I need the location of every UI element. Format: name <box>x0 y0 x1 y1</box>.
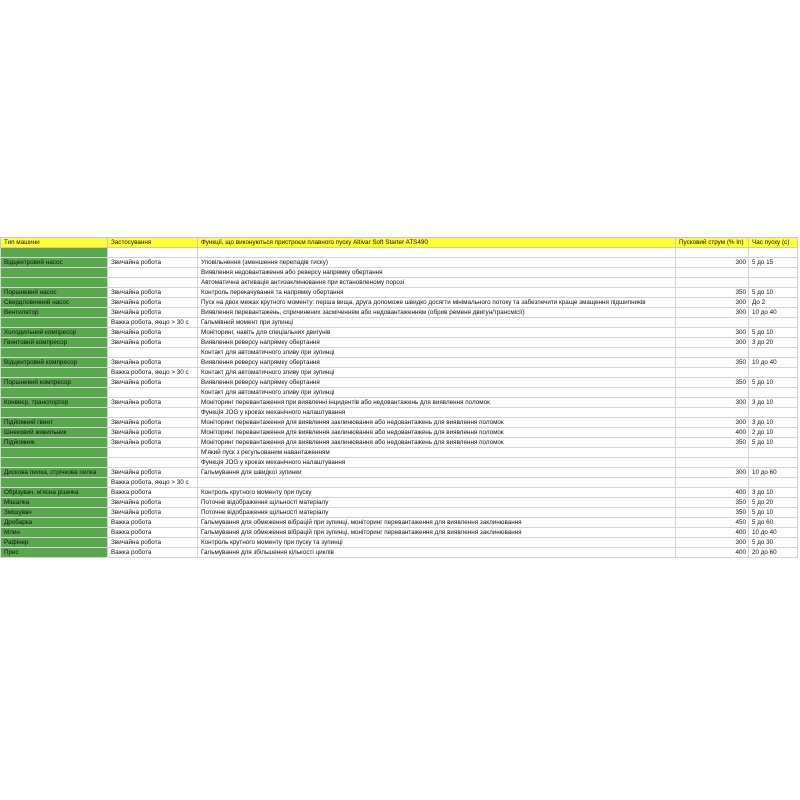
table-row <box>1 538 798 548</box>
cell-starting-current[interactable]: 400 <box>676 548 749 558</box>
cell-start-time[interactable] <box>749 248 798 258</box>
cell-application[interactable] <box>108 268 198 278</box>
cell-machine-type[interactable] <box>1 248 108 258</box>
cell-machine-type[interactable]: Поршневий компресор <box>1 378 108 388</box>
cell-function[interactable] <box>198 478 676 488</box>
spreadsheet-table <box>0 237 798 558</box>
cell-machine-type[interactable]: Шнековий живильник <box>1 428 108 438</box>
cell-starting-current[interactable] <box>676 478 749 488</box>
table-row <box>1 358 798 368</box>
cell-starting-current[interactable] <box>676 408 749 418</box>
cell-start-time[interactable]: 10 до 60 <box>749 468 798 478</box>
cell-function[interactable]: Функція JOG у кроках механічного налаштування <box>198 408 676 418</box>
table-row <box>1 268 798 278</box>
header-start-time[interactable]: Час пуску (с) <box>749 238 798 248</box>
cell-machine-type[interactable]: Рафінер <box>1 538 108 548</box>
cell-starting-current[interactable]: 300 <box>676 308 749 318</box>
cell-starting-current[interactable]: 350 <box>676 378 749 388</box>
cell-machine-type[interactable]: Відцентровий компресор <box>1 358 108 368</box>
table-row <box>1 298 798 308</box>
header-row <box>1 238 798 248</box>
cell-function[interactable]: Контроль перекачування та напрямку обертання <box>198 288 676 298</box>
cell-application[interactable]: Звичайна робота <box>108 258 198 268</box>
cell-start-time[interactable] <box>749 268 798 278</box>
cell-start-time[interactable]: 5 до 10 <box>749 438 798 448</box>
cell-function[interactable]: Виявлення реверсу напрямку обертання <box>198 338 676 348</box>
table-row <box>1 278 798 288</box>
cell-start-time[interactable] <box>749 458 798 468</box>
header-machine-type[interactable]: Тип машини <box>1 238 108 248</box>
table-row <box>1 308 798 318</box>
cell-application[interactable]: Звичайна робота <box>108 308 198 318</box>
cell-start-time[interactable] <box>749 318 798 328</box>
cell-start-time[interactable]: 10 до 40 <box>749 358 798 368</box>
cell-start-time[interactable]: 5 до 10 <box>749 288 798 298</box>
cell-start-time[interactable]: 10 до 40 <box>749 308 798 318</box>
cell-start-time[interactable] <box>749 388 798 398</box>
cell-application[interactable] <box>108 448 198 458</box>
table-row <box>1 288 798 298</box>
cell-application[interactable]: Важка робота, якщо > 30 с <box>108 478 198 488</box>
cell-function[interactable]: Виявлення реверсу напрямку обертання <box>198 358 676 368</box>
cell-machine-type[interactable]: Обрізувач, м'ясна різачка <box>1 488 108 498</box>
table-row <box>1 488 798 498</box>
cell-starting-current[interactable]: 400 <box>676 528 749 538</box>
table-row <box>1 258 798 268</box>
cell-function[interactable]: Гальмування для обмеження вібрацій при зупинці, моніторинг перевантаження для виявлення заклинювання <box>198 528 676 538</box>
cell-starting-current[interactable]: 350 <box>676 508 749 518</box>
table-row <box>1 378 798 388</box>
cell-start-time[interactable]: 20 до 60 <box>749 548 798 558</box>
cell-function[interactable]: Гальмівний момент при зупинці <box>198 318 676 328</box>
cell-start-time[interactable]: 3 до 10 <box>749 418 798 428</box>
table-row <box>1 348 798 358</box>
cell-starting-current[interactable]: 400 <box>676 428 749 438</box>
cell-application[interactable]: Звичайна робота <box>108 398 198 408</box>
cell-machine-type[interactable]: Млин <box>1 528 108 538</box>
cell-start-time[interactable]: 5 до 60 <box>749 518 798 528</box>
cell-application[interactable]: Звичайна робота <box>108 418 198 428</box>
cell-starting-current[interactable] <box>676 448 749 458</box>
cell-function[interactable]: Контакт для автоматичного зливу при зупинці <box>198 388 676 398</box>
cell-machine-type[interactable] <box>1 388 108 398</box>
cell-starting-current[interactable] <box>676 348 749 358</box>
cell-application[interactable]: Звичайна робота <box>108 438 198 448</box>
cell-machine-type[interactable]: Підйомник <box>1 438 108 448</box>
cell-function[interactable]: Контроль крутного моменту при пуску та зупинці <box>198 538 676 548</box>
cell-start-time[interactable]: 5 до 15 <box>749 258 798 268</box>
cell-start-time[interactable]: 5 до 20 <box>749 498 798 508</box>
table-row <box>1 508 798 518</box>
cell-starting-current[interactable]: 300 <box>676 418 749 428</box>
cell-machine-type[interactable]: Холодильний компресор <box>1 328 108 338</box>
cell-start-time[interactable]: 3 до 20 <box>749 338 798 348</box>
cell-starting-current[interactable]: 300 <box>676 298 749 308</box>
cell-function[interactable]: Поточне відображення щільності матеріалу <box>198 498 676 508</box>
cell-machine-type[interactable]: Відцентровий насос <box>1 258 108 268</box>
table-row <box>1 518 798 528</box>
cell-machine-type[interactable] <box>1 268 108 278</box>
cell-application[interactable]: Важка робота, якщо > 30 с <box>108 368 198 378</box>
cell-application[interactable] <box>108 408 198 418</box>
cell-function[interactable]: Функція JOG у кроках механічного налаштування <box>198 458 676 468</box>
cell-start-time[interactable]: 5 до 10 <box>749 378 798 388</box>
cell-function[interactable]: Моніторинг перевантаження при виявленні інцидентів або недовантажень для виявлення поломок <box>198 398 676 408</box>
table-row <box>1 498 798 508</box>
cell-function[interactable]: Уповільнення (зменшення перепадів тиску) <box>198 258 676 268</box>
cell-function[interactable]: Виявлення реверсу напрямку обертання <box>198 378 676 388</box>
cell-start-time[interactable] <box>749 408 798 418</box>
cell-starting-current[interactable]: 300 <box>676 538 749 548</box>
cell-function[interactable] <box>198 248 676 258</box>
cell-machine-type[interactable] <box>1 478 108 488</box>
cell-application[interactable] <box>108 388 198 398</box>
cell-machine-type[interactable]: Конвеєр, транспортер <box>1 398 108 408</box>
table-row <box>1 388 798 398</box>
table-row <box>1 458 798 468</box>
header-application[interactable]: Застосування <box>108 238 198 248</box>
cell-starting-current[interactable]: 300 <box>676 258 749 268</box>
cell-starting-current[interactable] <box>676 248 749 258</box>
table-row <box>1 448 798 458</box>
cell-start-time[interactable]: 3 до 10 <box>749 488 798 498</box>
cell-starting-current[interactable]: 300 <box>676 398 749 408</box>
cell-application[interactable]: Звичайна робота <box>108 378 198 388</box>
cell-starting-current[interactable] <box>676 278 749 288</box>
cell-machine-type[interactable]: Дискова пилка, стрічкова пилка <box>1 468 108 478</box>
cell-machine-type[interactable] <box>1 318 108 328</box>
cell-application[interactable]: Звичайна робота <box>108 428 198 438</box>
table-row <box>1 338 798 348</box>
cell-machine-type[interactable]: Мішалка <box>1 498 108 508</box>
cell-machine-type[interactable]: Підйомний гвинт <box>1 418 108 428</box>
table-row <box>1 468 798 478</box>
cell-starting-current[interactable]: 350 <box>676 358 749 368</box>
cell-machine-type[interactable]: Вентилятор <box>1 308 108 318</box>
cell-start-time[interactable]: До 2 <box>749 298 798 308</box>
cell-machine-type[interactable]: Прес <box>1 548 108 558</box>
cell-function[interactable]: М'який пуск з регульованим навантаженням <box>198 448 676 458</box>
cell-function[interactable]: Автоматична активація антизаклинювання при встановленому порозі <box>198 278 676 288</box>
cell-starting-current[interactable] <box>676 458 749 468</box>
cell-application[interactable] <box>108 348 198 358</box>
cell-machine-type[interactable]: Гвинтовий компресор <box>1 338 108 348</box>
table-row <box>1 418 798 428</box>
cell-start-time[interactable]: 2 до 10 <box>749 428 798 438</box>
cell-function[interactable]: Контакт для автоматичного зливу при зупинці <box>198 348 676 358</box>
cell-starting-current[interactable] <box>676 268 749 278</box>
cell-function[interactable]: Виявлення перевантажень, спричинених засміченням або недовантаженням (обрив ременя двигун/трансмісії) <box>198 308 676 318</box>
cell-machine-type[interactable]: Свердловинний насос <box>1 298 108 308</box>
cell-function[interactable]: Моніторинг перевантаження для виявлення заклинювання або недовантажень для виявлення поломок <box>198 438 676 448</box>
cell-machine-type[interactable] <box>1 458 108 468</box>
cell-application[interactable] <box>108 458 198 468</box>
cell-function[interactable]: Гальмування для збільшення кількості циклів <box>198 548 676 558</box>
table-row <box>1 318 798 328</box>
cell-function[interactable]: Пуск на двох межах крутного моменту: перша вища, друга допоможе швидко досягти мінімального потоку та забезпечити краще змащення підшипників <box>198 298 676 308</box>
cell-machine-type[interactable] <box>1 408 108 418</box>
header-starting-current[interactable]: Пусковий струм (% In) <box>676 238 749 248</box>
table-row <box>1 548 798 558</box>
cell-function[interactable]: Контроль крутного моменту при пуску <box>198 488 676 498</box>
cell-machine-type[interactable] <box>1 348 108 358</box>
cell-starting-current[interactable]: 300 <box>676 468 749 478</box>
cell-start-time[interactable] <box>749 348 798 358</box>
cell-application[interactable]: Звичайна робота <box>108 498 198 508</box>
cell-start-time[interactable] <box>749 368 798 378</box>
table-row <box>1 408 798 418</box>
cell-starting-current[interactable] <box>676 318 749 328</box>
cell-machine-type[interactable]: Змішувач <box>1 508 108 518</box>
cell-application[interactable]: Звичайна робота <box>108 358 198 368</box>
cell-start-time[interactable]: 5 до 30 <box>749 538 798 548</box>
cell-machine-type[interactable] <box>1 448 108 458</box>
cell-application[interactable]: Звичайна робота <box>108 338 198 348</box>
table-row <box>1 528 798 538</box>
cell-start-time[interactable]: 5 до 10 <box>749 508 798 518</box>
cell-function[interactable]: Моніторинг перевантаження для виявлення заклинювання або недовантажень для виявлення поломок <box>198 418 676 428</box>
cell-function[interactable]: Виявлення недовантаження або реверсу напрямку обертання <box>198 268 676 278</box>
cell-machine-type[interactable] <box>1 278 108 288</box>
cell-application[interactable]: Звичайна робота <box>108 468 198 478</box>
cell-application[interactable] <box>108 248 198 258</box>
cell-function[interactable]: Моніторинг перевантаження для виявлення заклинювання або недовантажень для виявлення поломок <box>198 428 676 438</box>
cell-start-time[interactable] <box>749 278 798 288</box>
cell-starting-current[interactable] <box>676 368 749 378</box>
table-row <box>1 428 798 438</box>
cell-function[interactable]: Контакт для автоматичного зливу при зупинці <box>198 368 676 378</box>
cell-application[interactable]: Важка робота <box>108 488 198 498</box>
cell-starting-current[interactable]: 350 <box>676 288 749 298</box>
cell-start-time[interactable] <box>749 448 798 458</box>
cell-machine-type[interactable]: Поршневий насос <box>1 288 108 298</box>
cell-application[interactable]: Звичайна робота <box>108 508 198 518</box>
cell-machine-type[interactable]: Дробарка <box>1 518 108 528</box>
table-row <box>1 478 798 488</box>
cell-application[interactable]: Важка робота <box>108 518 198 528</box>
table-row <box>1 328 798 338</box>
cell-starting-current[interactable]: 450 <box>676 518 749 528</box>
cell-starting-current[interactable]: 300 <box>676 338 749 348</box>
table-row <box>1 368 798 378</box>
cell-starting-current[interactable]: 350 <box>676 498 749 508</box>
cell-starting-current[interactable] <box>676 388 749 398</box>
cell-machine-type[interactable] <box>1 368 108 378</box>
cell-function[interactable]: Моніторинг, навіть для спеціальних двигунів <box>198 328 676 338</box>
cell-start-time[interactable]: 5 до 10 <box>749 328 798 338</box>
cell-application[interactable]: Звичайна робота <box>108 288 198 298</box>
cell-function[interactable]: Поточне відображення щільності матеріалу <box>198 508 676 518</box>
cell-start-time[interactable]: 3 до 10 <box>749 398 798 408</box>
cell-start-time[interactable] <box>749 478 798 488</box>
table-row <box>1 398 798 408</box>
header-functions[interactable]: Функції, що виконуються пристроєм плавного пуску Altivar Soft Starter ATS490 <box>198 238 676 248</box>
cell-application[interactable]: Звичайна робота <box>108 328 198 338</box>
cell-starting-current[interactable]: 400 <box>676 488 749 498</box>
cell-start-time[interactable]: 10 до 40 <box>749 528 798 538</box>
cell-application[interactable]: Важка робота, якщо > 30 с <box>108 318 198 328</box>
cell-function[interactable]: Гальмування для швидкої зупинки <box>198 468 676 478</box>
cell-application[interactable]: Важка робота <box>108 528 198 538</box>
cell-starting-current[interactable]: 350 <box>676 438 749 448</box>
cell-starting-current[interactable]: 300 <box>676 328 749 338</box>
cell-application[interactable] <box>108 278 198 288</box>
cell-application[interactable]: Звичайна робота <box>108 298 198 308</box>
table-row <box>1 248 798 258</box>
table-row <box>1 438 798 448</box>
cell-function[interactable]: Гальмування для обмеження вібрацій при зупинці, моніторинг перевантаження для виявлення заклинювання <box>198 518 676 528</box>
cell-application[interactable]: Звичайна робота <box>108 538 198 548</box>
cell-application[interactable]: Важка робота <box>108 548 198 558</box>
